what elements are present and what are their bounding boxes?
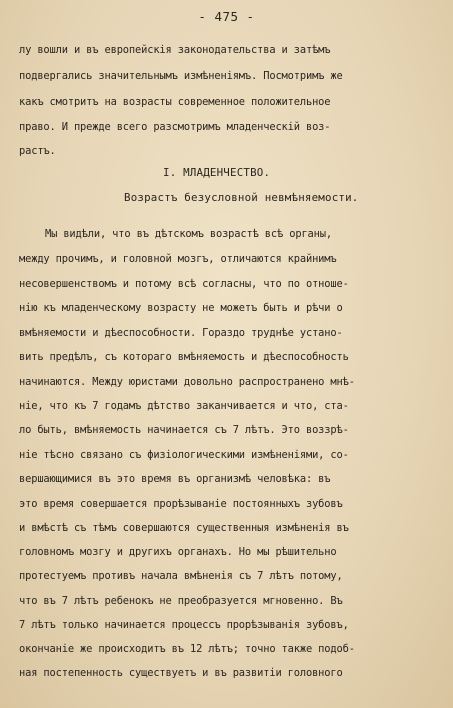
section-subtitle: Возрастъ безусловной невмѣняемости. — [124, 191, 359, 204]
text-line: лу вошли и въ европейскія законодательства и затѣмъ — [19, 44, 331, 56]
text-line: 7 лѣтъ только начинается процессъ прорѣзыванія зубовъ, — [19, 619, 349, 631]
page-number: - 475 - — [198, 9, 255, 24]
text-line: между прочимъ, и головной мозгъ, отличаются крайнимъ — [19, 253, 337, 265]
text-line: окончаніе же происходитъ въ 12 лѣтъ; точно также подоб- — [19, 643, 355, 655]
text-line: головномъ мозгу и другихъ органахъ. Но мы рѣшительно — [19, 546, 337, 558]
text-line: что въ 7 лѣтъ ребенокъ не преобразуется мгновенно. Въ — [19, 595, 343, 607]
text-line: ная постепенность существуетъ и въ развитіи головного — [19, 667, 343, 679]
text-line: ніе, что къ 7 годамъ дѣтство заканчивается и что, ста- — [19, 400, 349, 412]
text-line: право. И прежде всего разсмотримъ младенческій воз- — [19, 121, 331, 133]
text-line: это время совершается прорѣзываніе постоянныхъ зубовъ — [19, 498, 343, 510]
text-line: несовершенствомъ и потому всѣ согласны, что по отноше- — [19, 278, 349, 290]
text-line: Мы видѣли, что въ дѣтскомъ возрастѣ всѣ органы, — [45, 228, 332, 240]
text-line: ло быть, вмѣняемость начинается съ 7 лѣтъ. Это воззрѣ- — [19, 424, 349, 436]
text-line: нію къ младенческому возрасту не можетъ быть и рѣчи о — [19, 302, 343, 314]
text-line: вмѣняемости и дѣеспособности. Гораздо труднѣе устано- — [19, 327, 343, 339]
text-line: начинаются. Между юристами довольно распространено мнѣ- — [19, 376, 355, 388]
text-line: и вмѣстѣ съ тѣмъ совершаются существенныя измѣненія въ — [19, 522, 349, 534]
text-line: растъ. — [19, 145, 56, 157]
text-line: вершающимися въ это время въ организмѣ человѣка: въ — [19, 473, 331, 485]
text-line: подвергались значительнымъ измѣненіямъ. Посмотримъ же — [19, 70, 343, 82]
text-line: ніе тѣсно связано съ физіологическими измѣненіями, со- — [19, 449, 349, 461]
text-line: какъ смотритъ на возрасты современное положительное — [19, 96, 331, 108]
text-line: вить предѣлъ, съ котораго вмѣняемость и дѣеспособность — [19, 351, 349, 363]
section-title: I. МЛАДЕНЧЕСТВО. — [163, 166, 271, 179]
text-line: протестуемъ противъ начала вмѣненія съ 7 лѣтъ потому, — [19, 570, 343, 582]
